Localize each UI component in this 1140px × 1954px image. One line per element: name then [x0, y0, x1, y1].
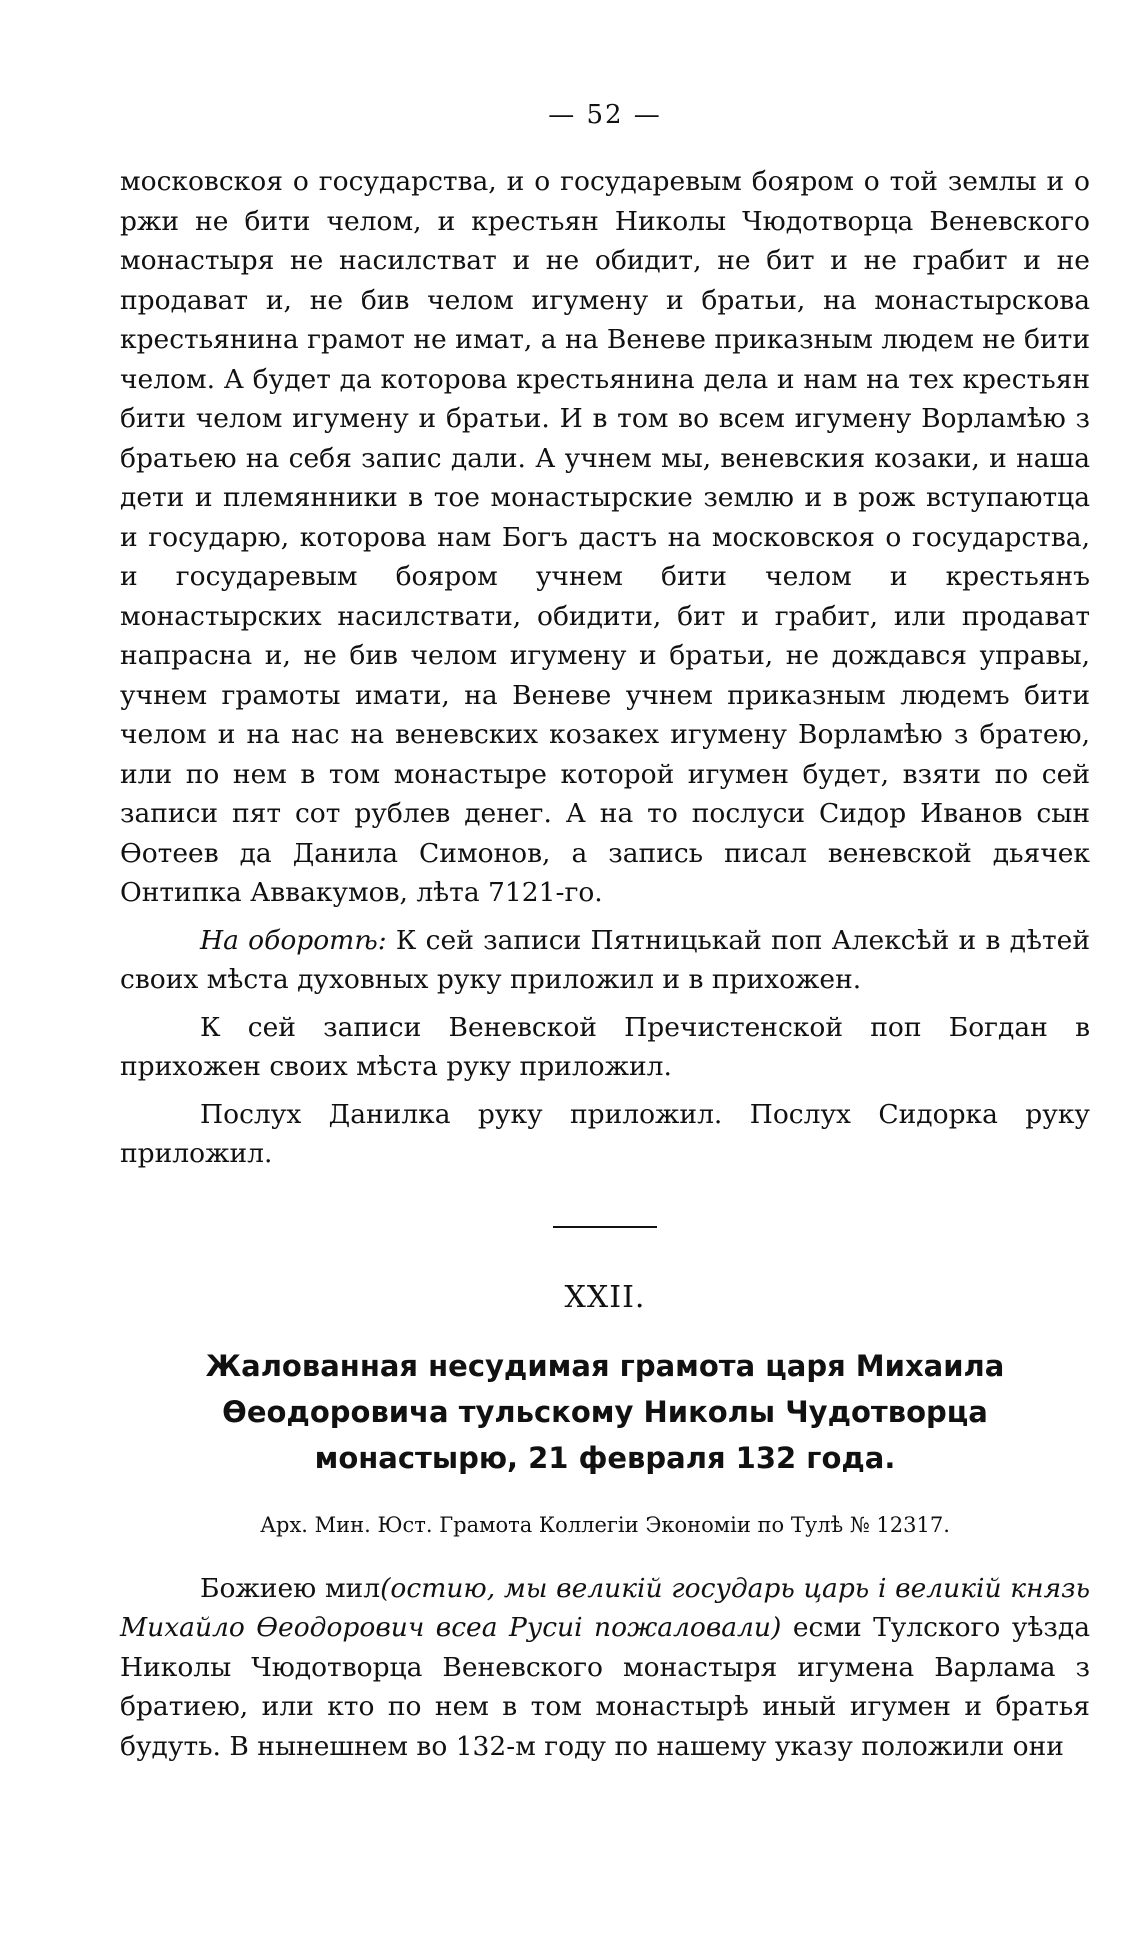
section-divider: [553, 1226, 657, 1228]
oborot-label: На оборотѣ:: [200, 924, 387, 956]
witness-paragraph: Послух Данилка руку приложил. Послух Сидорка руку приложил.: [120, 1098, 1090, 1169]
charter-start: Божиею мил: [200, 1572, 381, 1604]
body-paragraph: московскоя о государства, и о государевым бояром о той землы и о ржи не бити челом, и крестьян Николы Чюдотворца Веневского монастыря не насилстват и не обидит, не бит и не грабит и не продават и, не бив челом игумену и братьи, на монастырскова крестьянина грамот не имат, а на Веневе приказным людем не бити челом. А будет да которова крестьянина дела и нам на тех крестьян бити челом игумену и братьи. И в том во всем игумену Ворламѣю з братьею на себя запис дали. А учнем мы, веневския козаки, и наша дети и племянники в тое монастырские землю и в рож вступаютца и государю, которова нам Богъ дастъ на московскоя о государства, и государевым бояром учнем бити челом и крестьянъ монастырских насилствати, обидити, бит и грабит, или продават напрасна и, не бив челом игумену и братьи, не дождався управы, учнем грамоты имати, на Веневе учнем приказным людемъ бити челом и на нас на веневских козакех игумену Ворламѣю з братею, или по нем в том монастыре которой игумен будет, взяти по сей записи пят сот рублев денег. А на то послуси Сидор Иванов сын Ѳотеев да Данила Симонов, а запись писал веневской дьячек Онтипка Аввакумов, лѣта 7121-го.: [120, 166, 1090, 908]
charter-paragraph: [120, 1569, 1090, 1767]
charter-italic: (остию, мы великій государь царь і великій князь Михайло Ѳеодорович всеа Русиі пожаловали): [120, 1572, 1090, 1643]
oborot-text: К сей записи Пятницькай поп Алексѣй и в дѣтей своих мѣста духовных руку приложил и в прихожен.: [120, 924, 1090, 995]
section-number: XXII.: [564, 1279, 646, 1315]
oborot-paragraph: [120, 921, 1090, 1000]
document-page: [120, 100, 1090, 1766]
archive-source: Арх. Мин. Юст. Грамота Коллегіи Экономіи по Тулѣ № 12317.: [260, 1512, 950, 1537]
section-title: Жалованная несудимая грамота царя Михаила Ѳеодоровича тульскому Николы Чудотворца монастырю, 21 февраля 132 года.: [205, 1348, 1005, 1475]
page-number: — 52 —: [548, 100, 662, 130]
charter-rest: есми Тулского уѣзда Николы Чюдотворца Веневского монастыря игумена Варлама з братиею, или кто по нем в том монастырѣ иный игумен и братья будуть. В нынешнем во 132-м году по нашему указу положили они: [120, 1612, 1090, 1762]
attestation-paragraph: К сей записи Веневской Пречистенской поп Богдан в прихожен своих мѣста руку приложил.: [120, 1011, 1090, 1082]
